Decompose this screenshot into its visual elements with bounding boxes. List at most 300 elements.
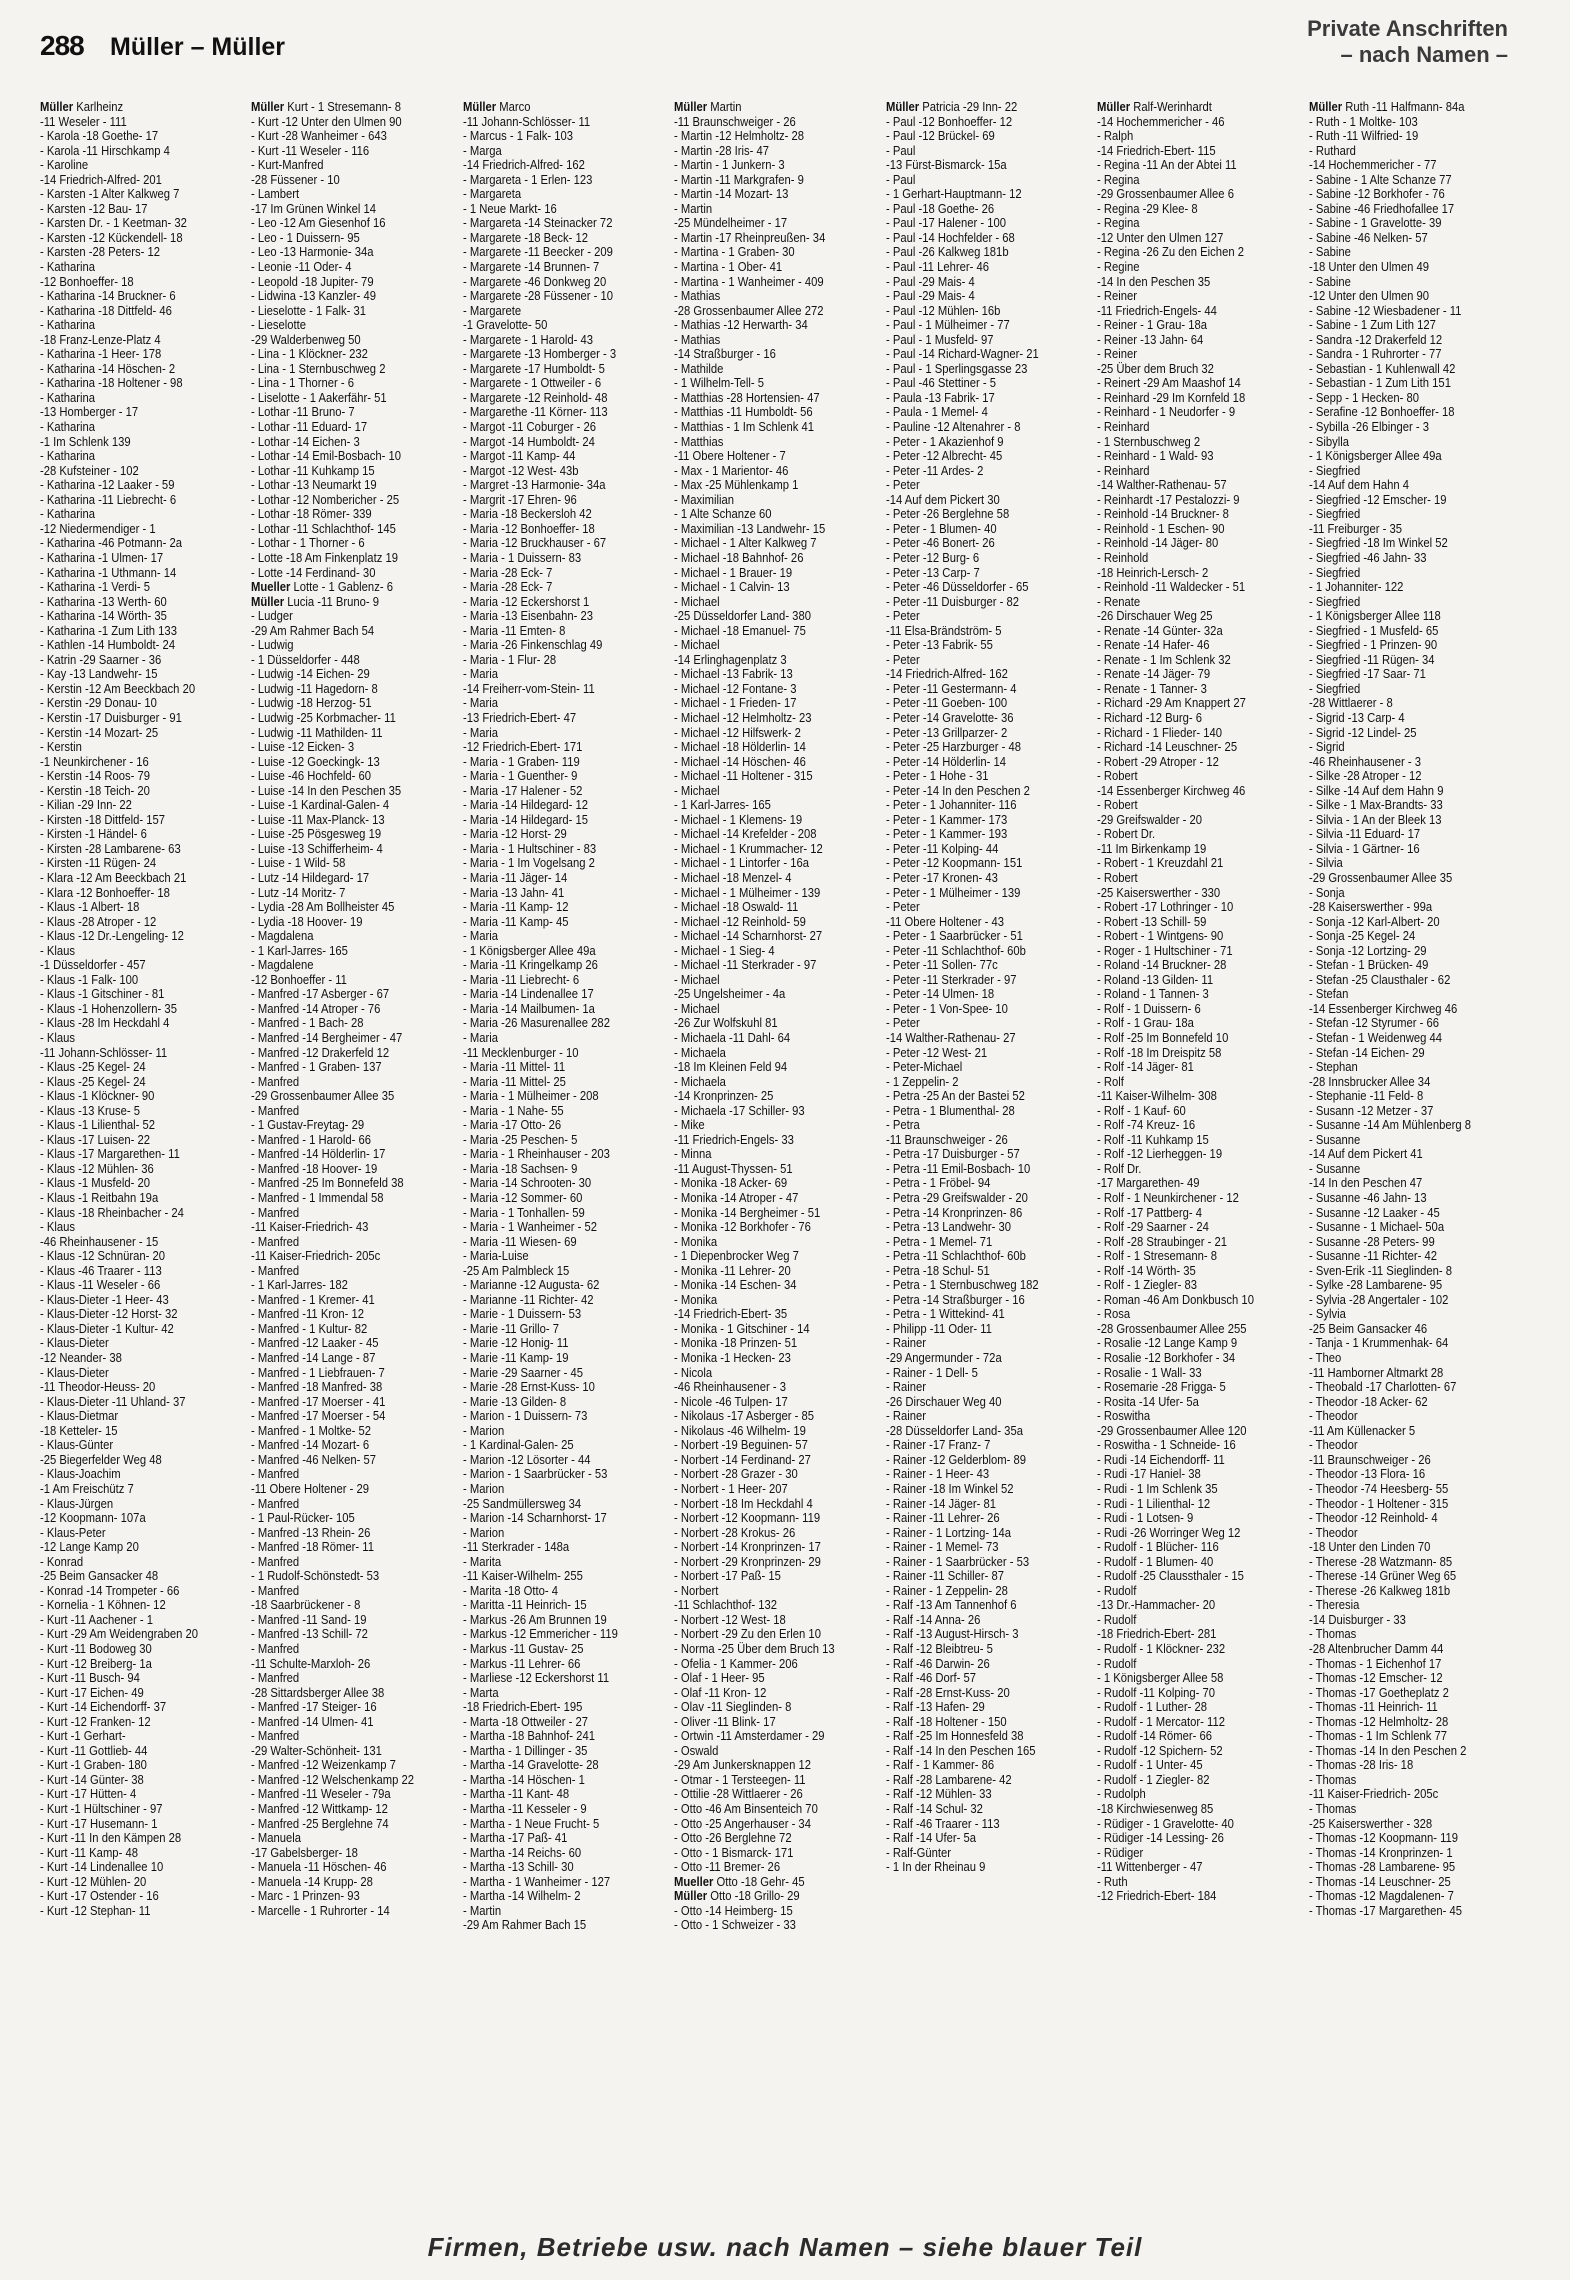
directory-entry: -25 Beim Gansacker 46 <box>1308 1321 1427 1336</box>
directory-entry: - Siegfried <box>1308 681 1360 696</box>
directory-entry: - Matthias <box>674 434 724 449</box>
directory-entry: - Manfred -25 Im Bonnefeld 38 <box>251 1176 405 1191</box>
directory-entry: - Michael - 1 Brauer- 19 <box>674 565 793 580</box>
directory-entry: - Ralf -25 Im Honnesfeld 38 <box>885 1729 1024 1744</box>
directory-entry: - Margarete - 1 Ottweiler - 6 <box>462 376 602 391</box>
directory-entry: - Therese -28 Watzmann- 85 <box>1308 1554 1452 1569</box>
directory-entry: - Sandra -12 Drakerfeld 12 <box>1308 332 1442 347</box>
directory-entry: - Petra - 1 Wittekind- 41 <box>885 1307 1005 1322</box>
directory-entry: - Sylvia <box>1308 1307 1346 1322</box>
directory-entry: - 1 Karl-Jarres- 165 <box>251 943 349 958</box>
directory-entry: - Paula -13 Fabrik- 17 <box>885 390 995 405</box>
directory-entry: - Klaus <box>40 1031 76 1045</box>
directory-entry: - Luise - 1 Wild- 58 <box>251 856 346 871</box>
directory-entry: - Martha -18 Bahnhof- 241 <box>462 1729 595 1744</box>
directory-entry: - Michael -12 Helmholtz- 23 <box>674 710 812 725</box>
directory-entry: - Monika -11 Lehrer- 20 <box>674 1263 791 1278</box>
directory-entry: - Martin <box>462 1903 501 1918</box>
directory-entry: - Peter -14 Gravelotte- 36 <box>885 710 1014 725</box>
directory-entry: - Manfred <box>251 1467 300 1482</box>
directory-entry: - Maria - 1 Rheinhauser - 203 <box>462 1147 610 1162</box>
directory-entry: - Rainer - 1 Memel- 73 <box>885 1540 999 1555</box>
directory-entry: - Klara -12 Bonhoeffer- 18 <box>40 885 170 900</box>
directory-entry: - Klaus <box>40 943 76 958</box>
directory-entry: -12 Niedermendiger - 1 <box>40 521 156 536</box>
page-number: 288 <box>40 30 84 61</box>
directory-entry: - Rolf -28 Straubinger - 21 <box>1097 1234 1228 1249</box>
directory-entry: - Manfred <box>251 1671 300 1686</box>
directory-entry: - Petra -13 Landwehr- 30 <box>885 1220 1011 1235</box>
directory-entry: -12 Unter den Ulmen 90 <box>1308 289 1429 304</box>
directory-entry: - Roland - 1 Tannen- 3 <box>1097 987 1209 1002</box>
directory-entry: - Maria -18 Sachsen- 9 <box>462 1161 578 1176</box>
directory-entry: - Martina - 1 Ober- 41 <box>674 260 783 275</box>
directory-entry: - Paul -14 Richard-Wagner- 21 <box>885 347 1039 362</box>
directory-entry: - Peter - 1 Blumen- 40 <box>885 521 997 536</box>
directory-entry: - Sabine -46 Nelken- 57 <box>1308 230 1428 245</box>
directory-entry: - Robert <box>1097 769 1138 784</box>
directory-entry: - Kurt -12 Mühlen- 20 <box>40 1874 147 1889</box>
directory-entry: - Manfred <box>251 1641 300 1656</box>
directory-entry: - Manfred -14 Atroper - 76 <box>251 1001 381 1016</box>
directory-entry: - Marion <box>462 1481 505 1496</box>
directory-entry: - Sylvia -28 Angertaler - 102 <box>1308 1292 1449 1307</box>
directory-entry: -28 Sittardsberger Allee 38 <box>251 1685 385 1700</box>
directory-entry: - Katharina <box>40 260 96 275</box>
directory-entry: - Maria -12 Bruckhauser - 67 <box>462 536 607 551</box>
directory-entry: - Maria <box>462 929 498 944</box>
directory-entry: - Katharina <box>40 507 96 522</box>
directory-entry: - Kornelia - 1 Köhnen- 12 <box>40 1598 166 1613</box>
directory-entry: - Ruth <box>1097 1874 1128 1889</box>
directory-entry: - Maximilian <box>674 492 735 507</box>
directory-entry: - Kurt -12 Stephan- 11 <box>40 1903 151 1918</box>
directory-entry: - Manfred <box>251 1263 300 1278</box>
directory-entry: - Ottilie -28 Wittlaerer - 26 <box>674 1787 804 1802</box>
directory-entry: - Rainer - 1 Dell- 5 <box>885 1365 978 1380</box>
directory-entry: - Maria <box>462 696 498 711</box>
directory-entry: - Peter - 1 Von-Spee- 10 <box>885 1001 1008 1016</box>
directory-entry: - Margarete -12 Reinhold- 48 <box>462 390 608 405</box>
directory-entry: - Kurt -11 Weseler - 116 <box>251 143 370 158</box>
directory-entry: - Marie -28 Ernst-Kuss- 10 <box>462 1380 595 1395</box>
directory-entry: -29 Walter-Schönheit- 131 <box>251 1743 383 1758</box>
directory-entry: - Theodor -18 Acker- 62 <box>1308 1394 1428 1409</box>
directory-entry: - Regina <box>1097 216 1140 231</box>
directory-entry: - Sabine -46 Friedhofallee 17 <box>1308 201 1454 216</box>
directory-entry: - Regina <box>1097 172 1140 187</box>
directory-entry: - Luise -25 Pösgesweg 19 <box>251 827 382 842</box>
directory-entry: -29 Grossenbaumer Allee 120 <box>1097 1423 1247 1438</box>
directory-entry: - Sonja -12 Lortzing- 29 <box>1308 943 1427 958</box>
directory-entry: - Rolf - 1 Kauf- 60 <box>1097 1103 1186 1118</box>
directory-entry: -14 Walther-Rathenau- 57 <box>1097 478 1227 493</box>
directory-entry: - Olaf -11 Kron- 12 <box>674 1685 767 1700</box>
directory-entry: - Matthias -11 Humboldt- 56 <box>674 405 813 420</box>
directory-entry: - Siegfried <box>1308 463 1360 478</box>
directory-entry: - Richard -29 Am Knappert 27 <box>1097 696 1246 711</box>
directory-entry: - Thomas -14 Kronprinzen- 1 <box>1308 1845 1453 1860</box>
directory-entry: -25 Mündelheimer - 17 <box>674 216 788 231</box>
directory-entry: - Ralf -14 Schul- 32 <box>885 1801 983 1816</box>
directory-entry: - Klaus-Dieter -12 Horst- 32 <box>40 1307 178 1322</box>
directory-entry: Müller Marco <box>462 100 531 114</box>
directory-entry: - Katharina -14 Höschen- 2 <box>40 361 176 376</box>
directory-entry: - Paul -29 Mais- 4 <box>885 274 975 289</box>
directory-entry: -11 Wittenberger - 47 <box>1097 1860 1203 1875</box>
directory-entry: - Norbert -14 Kronprinzen- 17 <box>674 1540 822 1555</box>
directory-entry: - Thomas -28 Iris- 18 <box>1308 1758 1413 1773</box>
directory-entry: - Reinhard <box>1097 420 1150 435</box>
directory-entry: - Peter -13 Fabrik- 55 <box>885 638 993 653</box>
directory-entry: - Rolf -17 Pattberg- 4 <box>1097 1205 1203 1220</box>
directory-entry: - Silvia <box>1308 856 1343 871</box>
directory-column <box>674 100 877 2210</box>
directory-entry: - Norbert -29 Kronprinzen- 29 <box>674 1554 822 1569</box>
directory-entry: - Klaus -1 Reitbahn 19a <box>40 1191 159 1206</box>
directory-entry: -29 Angermunder - 72a <box>885 1351 1002 1366</box>
directory-entry: - Otmar - 1 Tersteegen- 11 <box>674 1772 806 1787</box>
directory-entry: - Katharina -12 Laaker - 59 <box>40 478 175 493</box>
directory-entry: - Michael -14 Höschen- 46 <box>674 754 807 769</box>
directory-entry: - Peter -13 Carp- 7 <box>885 565 980 580</box>
directory-entry: -25 Düsseldorfer Land- 380 <box>674 609 812 624</box>
directory-entry: - Stephan <box>1308 1060 1358 1075</box>
directory-entry: - Marie - 1 Duissern- 53 <box>462 1307 582 1322</box>
directory-entry: - Margot -14 Humboldt- 24 <box>462 434 595 449</box>
directory-entry: -11 Johann-Schlösser- 11 <box>462 114 590 129</box>
directory-entry: -28 Innsbrucker Allee 34 <box>1308 1074 1430 1089</box>
directory-entry: - Manfred - 1 Graben- 137 <box>251 1060 383 1075</box>
directory-entry: - Maria -13 Eisenbahn- 23 <box>462 609 593 624</box>
directory-entry: - Stefan -14 Eichen- 29 <box>1308 1045 1425 1060</box>
directory-entry: - Maria - 1 Duissern- 83 <box>462 550 582 565</box>
directory-entry: - Kay -13 Landwehr- 15 <box>40 667 158 682</box>
directory-entry: - Luise -13 Schifferheim- 4 <box>251 841 384 856</box>
directory-entry: - Michael - 1 Alter Kalkweg 7 <box>674 536 817 551</box>
directory-entry: - Paul -18 Goethe- 26 <box>885 201 994 216</box>
directory-entry: - Sonja -12 Karl-Albert- 20 <box>1308 914 1440 929</box>
directory-entry: - Margarete -46 Donkweg 20 <box>462 274 607 289</box>
directory-entry: -11 Im Birkenkamp 19 <box>1097 841 1207 856</box>
directory-entry: - Kerstin -17 Duisburger - 91 <box>40 710 182 725</box>
directory-entry: - Michael - 1 Klemens- 19 <box>674 812 803 827</box>
directory-entry: -18 Saarbrückener - 8 <box>251 1598 361 1613</box>
directory-entry: - Michaela -11 Dahl- 64 <box>674 1031 791 1045</box>
directory-entry: - Katharina -14 Bruckner- 6 <box>40 289 176 304</box>
directory-entry: - Renate -14 Günter- 32a <box>1097 623 1223 638</box>
directory-entry: - Kurt -11 Gottlieb- 44 <box>40 1743 148 1758</box>
directory-entry: -11 Braunschweiger - 26 <box>674 114 797 129</box>
directory-entry: - Lutz -14 Moritz- 7 <box>251 885 346 900</box>
directory-entry: - Klaus <box>40 1220 76 1235</box>
directory-entry: - Manfred -14 Bergheimer - 47 <box>251 1031 403 1045</box>
directory-column <box>1097 100 1300 2210</box>
directory-entry: - Sabine - 1 Alte Schanze 77 <box>1308 172 1452 187</box>
directory-entry: - Maria <box>462 725 498 740</box>
directory-entry: - Maria - 1 Graben- 119 <box>462 754 580 769</box>
directory-entry: -11 Theodor-Heuss- 20 <box>40 1380 156 1395</box>
directory-entry: - Martina - 1 Wanheimer - 409 <box>674 274 824 289</box>
directory-entry: - Siegfried -46 Jahn- 33 <box>1308 550 1427 565</box>
directory-entry: - Petra - 1 Fröbel- 94 <box>885 1176 991 1191</box>
directory-entry: - Paul - 1 Sperlingsgasse 23 <box>885 361 1028 376</box>
directory-entry: - Rolf <box>1097 1074 1125 1089</box>
directory-entry: - Ralf -14 In den Peschen 165 <box>885 1743 1036 1758</box>
directory-entry: - Maria -12 Sommer- 60 <box>462 1191 583 1206</box>
directory-entry: - Silvia - 1 Gärtner- 16 <box>1308 841 1420 856</box>
directory-entry: - Rosalie -12 Borkhofer - 34 <box>1097 1351 1236 1366</box>
directory-entry: - Siegfried - 1 Musfeld- 65 <box>1308 623 1438 638</box>
directory-entry: - Max - 1 Marientor- 46 <box>674 463 789 478</box>
family-name: Müller <box>674 1889 708 1904</box>
directory-entry: - Kurt -17 Hütten- 4 <box>40 1787 137 1802</box>
directory-entry: -11 Braunschweiger - 26 <box>1308 1452 1431 1467</box>
directory-entry: - Maria -11 Liebrecht- 6 <box>462 972 579 987</box>
directory-entry: Müller Kurt - 1 Stresemann- 8 <box>251 100 402 114</box>
directory-entry: - Mike <box>674 1118 705 1133</box>
directory-entry: - Klaus-Dieter -1 Heer- 43 <box>40 1292 169 1307</box>
directory-entry: - Kerstin -29 Donau- 10 <box>40 696 157 711</box>
directory-entry: - Manfred <box>251 1103 300 1118</box>
directory-entry: - Martha - 1 Neue Frucht- 5 <box>462 1816 600 1831</box>
directory-entry: - Lieselotte <box>251 318 307 333</box>
directory-entry: - Paul -12 Bonhoeffer- 12 <box>885 114 1012 129</box>
directory-entry: - Thomas <box>1308 1627 1356 1642</box>
directory-entry: - Katrin -29 Saarner - 36 <box>40 652 162 667</box>
directory-entry: - Oswald <box>674 1743 719 1758</box>
directory-entry: -11 Friedrich-Engels- 33 <box>674 1132 795 1147</box>
directory-entry: - Manfred <box>251 1496 300 1511</box>
directory-entry: -11 Obere Holtener - 43 <box>885 914 1004 929</box>
directory-entry: - Michael -11 Sterkrader - 97 <box>674 958 817 973</box>
directory-entry: - Lotte -14 Ferdinand- 30 <box>251 565 376 580</box>
directory-entry: - Peter -14 Ulmen- 18 <box>885 987 994 1002</box>
directory-entry: - Leonie -11 Oder- 4 <box>251 260 352 275</box>
directory-entry: - Katharina -46 Potmann- 2a <box>40 536 182 551</box>
directory-entry: - Maria - 1 Hultschiner - 83 <box>462 841 597 856</box>
directory-entry: -14 Kronprinzen- 25 <box>674 1089 774 1104</box>
directory-entry: - Richard -12 Burg- 6 <box>1097 710 1203 725</box>
directory-entry: - Sven-Erik -11 Sieglinden- 8 <box>1308 1263 1452 1278</box>
directory-entry: - Lina - 1 Klöckner- 232 <box>251 347 369 362</box>
directory-entry: - Ludwig -11 Mathilden- 11 <box>251 725 383 740</box>
family-name: Müller <box>251 100 285 114</box>
directory-entry: - Kathlen -14 Humboldt- 24 <box>40 638 176 653</box>
directory-entry: - Marion - 1 Saarbrücker - 53 <box>462 1467 608 1482</box>
directory-entry: - Maria -11 Kringelkamp 26 <box>462 958 598 973</box>
family-name: Mueller <box>674 1874 714 1889</box>
directory-entry: - Kurt -17 Eichen- 49 <box>40 1685 144 1700</box>
directory-entry: -14 Essenberger Kirchweg 46 <box>1097 783 1246 798</box>
directory-entry: - Luise -12 Goeckingk- 13 <box>251 754 381 769</box>
directory-entry: - 1 Kardinal-Galen- 25 <box>462 1438 574 1453</box>
directory-entry: - Klaus-Dietmar <box>40 1409 119 1424</box>
directory-entry: - Peter -11 Schlachthof- 60b <box>885 943 1026 958</box>
directory-entry: - Theodor <box>1308 1438 1358 1453</box>
directory-entry: - Rainer -11 Schiller- 87 <box>885 1569 1004 1584</box>
directory-entry: - Rüdiger - 1 Gravelotte- 40 <box>1097 1816 1235 1831</box>
directory-entry: - Klaus -25 Kegel- 24 <box>40 1074 146 1089</box>
directory-entry: - 1 Düsseldorfer - 448 <box>251 652 361 667</box>
directory-entry: - Maria <box>462 667 498 682</box>
directory-entry: -14 Friedrich-Ebert- 115 <box>1097 143 1216 158</box>
directory-entry: - Luise -11 Max-Planck- 13 <box>251 812 386 827</box>
directory-entry: -18 Ketteler- 15 <box>40 1423 118 1438</box>
family-name: Müller <box>251 594 285 609</box>
directory-entry: -14 Freiherr-vom-Stein- 11 <box>462 681 595 696</box>
directory-entry: - Peter <box>885 900 920 915</box>
directory-entry: - Manfred -18 Hoover- 19 <box>251 1161 378 1176</box>
directory-entry: - Peter - 1 Mülheimer - 139 <box>885 885 1021 900</box>
directory-entry: - Sebastian - 1 Kuhlenwall 42 <box>1308 361 1455 376</box>
directory-entry: - Leopold -18 Jupiter- 79 <box>251 274 375 289</box>
directory-entry: - Peter <box>885 478 920 493</box>
directory-entry: - Ralf -12 Mühlen- 33 <box>885 1787 992 1802</box>
directory-entry: -29 Am Junkersknappen 12 <box>674 1758 812 1773</box>
directory-entry: - Kirsten -28 Lambarene- 63 <box>40 841 181 856</box>
directory-entry: - Karoline <box>40 158 89 173</box>
directory-entry: - Ralf -46 Darwin- 26 <box>885 1656 990 1671</box>
directory-entry: - Robert -17 Lothringer - 10 <box>1097 900 1234 915</box>
directory-entry: - Regina -29 Klee- 8 <box>1097 201 1198 216</box>
directory-entry: - Susanne -11 Richter- 42 <box>1308 1249 1437 1264</box>
directory-entry: - Manfred <box>251 1729 300 1744</box>
directory-entry: - Michael - 1 Sieg- 4 <box>674 943 775 958</box>
directory-entry: - Siegfried -18 Im Winkel 52 <box>1308 536 1448 551</box>
directory-entry: - Rainer <box>885 1409 926 1424</box>
directory-entry: - Manfred - 1 Moltke- 52 <box>251 1423 372 1438</box>
directory-entry: - Robert - 1 Wintgens- 90 <box>1097 929 1224 944</box>
directory-entry: - Klaus -1 Albert- 18 <box>40 900 140 915</box>
directory-entry: - 1 Königsberger Allee 58 <box>1097 1671 1224 1686</box>
directory-entry: - Marie -13 Gilden- 8 <box>462 1394 567 1409</box>
directory-entry: - Michael - 1 Calvin- 13 <box>674 580 790 595</box>
directory-entry: - Thomas -17 Goetheplatz 2 <box>1308 1685 1449 1700</box>
directory-entry: - Manfred -12 Weizenkamp 7 <box>251 1758 397 1773</box>
directory-entry: - Maria -12 Bonhoeffer- 18 <box>462 521 595 536</box>
directory-entry: - Reinhold -11 Waldecker - 51 <box>1097 580 1246 595</box>
section-title-line2: – nach Namen – <box>1340 42 1508 67</box>
directory-entry: - Ralf -28 Ernst-Kuss- 20 <box>885 1685 1010 1700</box>
directory-entry: - Monika -14 Bergheimer - 51 <box>674 1205 821 1220</box>
directory-entry: -12 Friedrich-Ebert- 171 <box>462 740 583 755</box>
directory-entry: - Siegfried - 1 Prinzen- 90 <box>1308 638 1437 653</box>
directory-entry: - Sabine - 1 Gravelotte- 39 <box>1308 216 1442 231</box>
directory-entry: - Martha -13 Schill- 30 <box>462 1860 574 1875</box>
directory-entry: - Sabine -12 Wiesbadener - 11 <box>1308 303 1461 318</box>
directory-entry: - Siegfried <box>1308 594 1360 609</box>
directory-entry: - Ralf -18 Holtener - 150 <box>885 1714 1007 1729</box>
directory-entry: - Ludwig -11 Hagedorn- 8 <box>251 681 379 696</box>
directory-entry: - Rolf - 1 Grau- 18a <box>1097 1016 1195 1031</box>
directory-entry: - Klaus -12 Schnüran- 20 <box>40 1249 166 1264</box>
directory-entry: - Theobald -17 Charlotten- 67 <box>1308 1380 1456 1395</box>
directory-entry: - Katharina <box>40 420 96 435</box>
directory-entry: -13 Homberger - 17 <box>40 405 139 420</box>
directory-entry: - Manuela -14 Krupp- 28 <box>251 1874 374 1889</box>
directory-entry: - Klaus -1 Klöckner- 90 <box>40 1089 155 1104</box>
directory-entry: - Katharina -1 Zum Lith 133 <box>40 623 177 638</box>
directory-entry: - Maria - 1 Wanheimer - 52 <box>462 1220 597 1235</box>
directory-entry: - Klaus -18 Rheinbacher - 24 <box>40 1205 184 1220</box>
directory-entry: - Manfred <box>251 1583 300 1598</box>
directory-entry: - Rosemarie -28 Frigga- 5 <box>1097 1380 1226 1395</box>
directory-entry: - Silvia -11 Eduard- 17 <box>1308 827 1420 842</box>
directory-entry: - Thomas - 1 Eichenhof 17 <box>1308 1656 1441 1671</box>
directory-entry: - Rolf - 1 Ziegler- 83 <box>1097 1278 1198 1293</box>
directory-entry: - Thomas -12 Helmholtz- 28 <box>1308 1714 1448 1729</box>
directory-entry: -46 Rheinhausener - 3 <box>1308 754 1421 769</box>
directory-entry: - 1 Diepenbrocker Weg 7 <box>674 1249 800 1264</box>
directory-entry: -11 Kaiser-Wilhelm- 255 <box>462 1569 583 1584</box>
directory-entry: - Peter -14 In den Peschen 2 <box>885 783 1030 798</box>
directory-entry: -18 Unter den Ulmen 49 <box>1308 260 1429 275</box>
directory-entry: - Rudolf - 1 Blücher- 116 <box>1097 1540 1219 1555</box>
directory-entry: -13 Dr.-Hammacher- 20 <box>1097 1598 1216 1613</box>
directory-entry: - Rudolf <box>1097 1612 1137 1627</box>
directory-entry: -11 Freiburger - 35 <box>1308 521 1402 536</box>
directory-entry: - Stefan - 1 Brücken- 49 <box>1308 958 1428 973</box>
directory-entry: - Rosita -14 Ufer- 5a <box>1097 1394 1200 1409</box>
directory-entry: - Kurt -14 Lindenallee 10 <box>40 1860 164 1875</box>
directory-entry: - Margareta -14 Steinacker 72 <box>462 216 613 231</box>
directory-entry: - Michaela -17 Schiller- 93 <box>674 1103 805 1118</box>
directory-entry: - Petra <box>885 1118 920 1133</box>
directory-entry: -28 Kaiserswerther - 99a <box>1308 900 1432 915</box>
directory-entry: - Sonja -25 Kegel- 24 <box>1308 929 1415 944</box>
directory-entry: - Kirsten -1 Händel- 6 <box>40 827 147 842</box>
directory-entry: - Katharina -1 Uthmann- 14 <box>40 565 177 580</box>
directory-entry: -11 Mecklenburger - 10 <box>462 1045 579 1060</box>
directory-entry: - Theodor -13 Flora- 16 <box>1308 1467 1425 1482</box>
directory-entry: - Klaus-Günter <box>40 1438 114 1453</box>
directory-entry: - Siegfried -12 Emscher- 19 <box>1308 492 1447 507</box>
directory-entry: - Marcus - 1 Falk- 103 <box>462 129 573 144</box>
directory-column <box>463 100 666 2210</box>
directory-entry: - Maria -17 Otto- 26 <box>462 1118 562 1133</box>
directory-entry: - Maria - 1 Flur- 28 <box>462 652 556 667</box>
directory-entry: - Theo <box>1308 1351 1341 1366</box>
directory-entry: -18 Kirchwiesenweg 85 <box>1097 1801 1214 1816</box>
directory-entry: - Marion <box>462 1423 505 1438</box>
directory-entry: - Ralf -12 Bleibtreu- 5 <box>885 1641 993 1656</box>
directory-entry: - 1 Königsberger Allee 118 <box>1308 609 1441 624</box>
directory-entry: - 1 Johanniter- 122 <box>1308 580 1404 595</box>
directory-entry: - Kurt -11 Aachener - 1 <box>40 1612 153 1627</box>
directory-entry: - Silke - 1 Max-Brandts- 33 <box>1308 798 1443 813</box>
directory-entry: - Sabine - 1 Zum Lith 127 <box>1308 318 1436 333</box>
directory-entry: -14 Erlinghagenplatz 3 <box>674 652 787 667</box>
directory-entry: - Regine <box>1097 260 1140 275</box>
directory-entry: - Martha -14 Höschen- 1 <box>462 1772 585 1787</box>
directory-entry: - Kurt -11 Bodoweg 30 <box>40 1641 152 1656</box>
directory-entry: - Klaus -17 Luisen- 22 <box>40 1132 151 1147</box>
directory-entry: - Thomas -17 Margarethen- 45 <box>1308 1903 1462 1918</box>
directory-entry: - Rudolf - 1 Luther- 28 <box>1097 1700 1208 1715</box>
directory-entry: - Michael <box>674 638 720 653</box>
directory-entry: - Norbert -14 Ferdinand- 27 <box>674 1452 812 1467</box>
directory-entry: -14 Walther-Rathenau- 27 <box>885 1031 1016 1045</box>
directory-entry: -25 Kaiserswerther - 330 <box>1097 885 1221 900</box>
directory-entry: - Martin -11 Markgrafen- 9 <box>674 172 805 187</box>
directory-entry: - Thomas -12 Magdalenen- 7 <box>1308 1889 1454 1904</box>
directory-entry: - Manfred <box>251 1554 300 1569</box>
directory-entry: - Maria-Luise <box>462 1249 529 1264</box>
directory-entry: - Rudi -17 Haniel- 38 <box>1097 1467 1201 1482</box>
directory-entry: - Paul -46 Stettiner - 5 <box>885 376 996 391</box>
directory-entry: - Marie -29 Saarner - 45 <box>462 1365 583 1380</box>
